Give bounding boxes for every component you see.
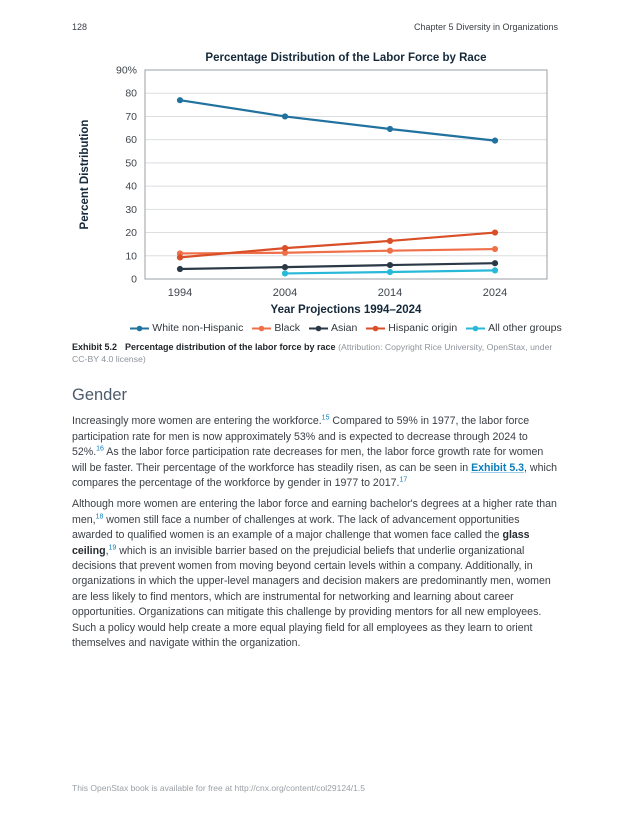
footnote-ref[interactable]: 16: [96, 445, 104, 453]
svg-text:2004: 2004: [272, 287, 298, 299]
legend-label: Black: [274, 322, 301, 334]
chart-title: Percentage Distribution of the Labor Force by Race: [205, 52, 487, 64]
legend-item: [252, 322, 300, 334]
paragraph-gender-1: Increasingly more women are entering the workforce.$^{15}$ Compared to 59% in 1977, the labor force participation rate for men is now approximately 53% and is expected to decrease through 2024 to 52%.$^{16}$ As the labor force participation rate decreases for men, the labor force growth rate for women will be faster. Their percentage of the workforce has steadily risen, as can be seen in Exhibit 5.3, which compares the percentage of the workforce by gender in 1977 to 2017.17: [72, 414, 558, 489]
legend-marker-icon: [366, 324, 385, 333]
paragraph-gender-2: Although more women are entering the labor force and earning bachelor's degrees at a higher rate than men,$^{18}$ women still face a number of challenges at work. The lack of advancement opportunities awarded to qualified women is an example of a major challenge that women face called the glass ceiling,$^{19}$ which is an invisible barrier based on the prejudicial beliefs that underlie organizational decisions that prevent women from moving beyond certain levels within a company. Additionally, in organizations in which the upper-level managers and decision makers are predominantly men, women are less likely to find mentors, which are instrumental for networking and learning about career opportunities. Organizations can mitigate this challenge by providing mentors for all new employees. Such a policy would help create a more equal playing field for all employees as they learn to orient themselves and navigate within the organization.: [72, 498, 557, 650]
legend-item: [466, 322, 562, 334]
legend-label: White non-Hispanic: [152, 322, 244, 334]
footnote-ref[interactable]: 19: [108, 544, 117, 552]
chart-legend: [135, 322, 562, 334]
exhibit-attribution: (Attribution: Copyright Rice University, OpenStax, under CC-BY 4.0 license): [72, 342, 553, 364]
svg-text:40: 40: [125, 180, 137, 193]
legend-item: [309, 322, 357, 334]
svg-text:0: 0: [131, 273, 137, 286]
legend-marker-icon: [252, 324, 271, 333]
svg-text:30: 30: [125, 203, 137, 216]
svg-text:1994: 1994: [167, 287, 193, 299]
footnote-ref[interactable]: 15: [321, 414, 330, 422]
exhibit-caption-row: [72, 342, 558, 365]
svg-text:2024: 2024: [482, 287, 508, 299]
legend-marker-icon: [130, 324, 149, 333]
legend-label: All other groups: [488, 322, 562, 334]
legend-label: Asian: [331, 322, 358, 334]
footnote-ref[interactable]: 18: [95, 513, 104, 521]
chapter-title: Chapter 5 Diversity in Organizations: [413, 22, 558, 32]
legend-item: [130, 322, 243, 334]
legend-item: [366, 322, 457, 334]
svg-text:20: 20: [125, 227, 137, 240]
legend-label: Hispanic origin: [388, 322, 458, 334]
svg-text:80: 80: [125, 87, 137, 100]
exhibit-label: Exhibit 5.2: [72, 342, 118, 352]
svg-text:2014: 2014: [377, 287, 403, 299]
svg-text:Year Projections 1994–2024: Year Projections 1994–2024: [270, 304, 422, 316]
legend-marker-icon: [466, 324, 485, 333]
svg-text:90%: 90%: [115, 64, 137, 77]
svg-text:60: 60: [125, 134, 137, 147]
footnote-ref[interactable]: 17: [399, 476, 408, 484]
svg-text:10: 10: [125, 250, 137, 263]
page-number: 128: [72, 22, 88, 32]
svg-text:Percent Distribution: Percent Distribution: [79, 119, 91, 230]
exhibit-link[interactable]: Exhibit 5.3: [471, 461, 525, 474]
svg-text:70: 70: [125, 110, 137, 123]
chart-plot: [72, 64, 558, 316]
exhibit-figure: [72, 52, 562, 365]
legend-marker-icon: [309, 324, 328, 333]
page-header: [72, 22, 558, 32]
section-heading-gender: Gender: [72, 386, 128, 405]
page-footer: This OpenStax book is available for free at http://cnx.org/content/col29124/1.5: [72, 783, 365, 793]
exhibit-caption: Percentage distribution of the labor force by race: [125, 342, 336, 352]
bold-term: glass ceiling: [72, 529, 530, 557]
svg-text:50: 50: [125, 157, 137, 170]
